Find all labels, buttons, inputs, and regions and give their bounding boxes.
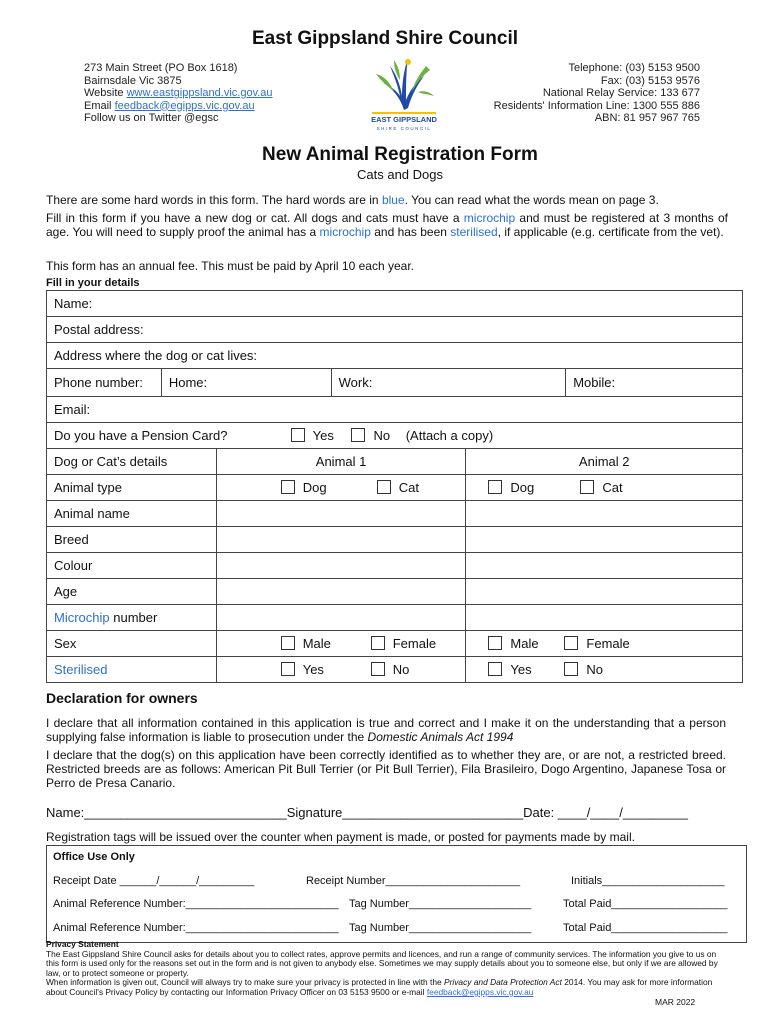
relay-service: National Relay Service: 133 677: [542, 87, 700, 99]
sex-label: Sex: [47, 631, 217, 657]
tag-number-2[interactable]: Tag Number____________________: [349, 922, 532, 934]
animal-1-age-field[interactable]: [216, 579, 466, 605]
pension-yes-option[interactable]: Yes: [291, 428, 334, 443]
animal-1-microchip-field[interactable]: [216, 605, 466, 631]
privacy-paragraph-2: When information is given out, Council will always try to make sure your privacy is protected in line with the Privacy and Data Protection Act 2014. You may ask for more information about Council's Privacy Policy by contacting our Information Privacy Officer on 03 5153 9500 or e-mail feedback@egipps.vic.gov.au: [46, 977, 713, 997]
animal-1-cat-option[interactable]: Cat: [377, 480, 419, 495]
residents-line: Residents' Information Line: 1300 555 886: [493, 99, 700, 112]
animal-1-type: [216, 475, 466, 501]
animal-2-sterilised: [466, 657, 743, 683]
checkbox[interactable]: [488, 636, 502, 650]
animal-1-breed-field[interactable]: [216, 527, 466, 553]
checkbox[interactable]: [281, 480, 295, 494]
pension-card-row: Do you have a Pension Card? Yes No (Attach a copy): [47, 423, 743, 449]
details-label: Dog or Cat’s details: [47, 449, 217, 475]
sterilised-label: Sterilised: [47, 657, 217, 683]
postal-address-field[interactable]: Postal address:: [47, 317, 743, 343]
address-line: 273 Main Street (PO Box 1618): [84, 62, 238, 74]
animal-2-header: Animal 2: [466, 449, 743, 475]
home-phone-field[interactable]: Home:: [161, 369, 331, 397]
animal-1-sex: [216, 631, 466, 657]
attach-copy-note: (Attach a copy): [405, 428, 494, 443]
email-field[interactable]: Email:: [47, 397, 743, 423]
council-name: East Gippsland Shire Council: [251, 28, 519, 49]
animal-1-female-option[interactable]: Female: [371, 636, 436, 651]
registration-tags-note: Registration tags will be issued over the counter when payment is made, or posted for payments made by mail.: [46, 830, 635, 844]
animal-2-sterilised-no[interactable]: No: [564, 662, 603, 677]
initials-field[interactable]: Initials____________________: [571, 875, 725, 887]
signature-line[interactable]: Name:____________________________Signature_________________________Date: ____/____/_________: [46, 805, 688, 820]
office-use-heading: Office Use Only: [53, 851, 135, 863]
form-title: New Animal Registration Form: [262, 144, 538, 165]
breed-label: Breed: [47, 527, 217, 553]
receipt-number-field[interactable]: Receipt Number______________________: [306, 875, 521, 887]
total-paid-2[interactable]: Total Paid___________________: [563, 922, 728, 934]
intro-paragraph-3: This form has an annual fee. This must be paid by April 10 each year.: [46, 259, 414, 273]
animal-1-sterilised: [216, 657, 466, 683]
animal-2-age-field[interactable]: [466, 579, 743, 605]
checkbox[interactable]: [580, 480, 594, 494]
declaration-paragraph-2: I declare that the dog(s) on this application have been correctly identified as to whether they are, or are not, a restricted breed. Restricted breeds are as follows: American Pit Bull Terrier (or Pit Bull Terrier), Fila Brasileiro, Dogo Argentino, Japanese Tosa or Perro de Presa Canario.: [46, 748, 726, 790]
logo-text: EAST GIPPSLAND: [371, 115, 437, 124]
animal-1-dog-option[interactable]: Dog: [281, 480, 377, 495]
details-table: [46, 290, 743, 683]
checkbox[interactable]: [488, 480, 502, 494]
phone-label: Phone number:: [47, 369, 162, 397]
total-paid-1[interactable]: Total Paid___________________: [563, 898, 728, 910]
website-label: Website: [84, 87, 124, 99]
contact-block: [494, 62, 700, 125]
checkbox[interactable]: [488, 662, 502, 676]
abn: ABN: 81 957 967 765: [594, 112, 700, 124]
animal-2-dog-option[interactable]: Dog: [488, 480, 580, 495]
checkbox[interactable]: [281, 636, 295, 650]
animal-2-name-field[interactable]: [466, 501, 743, 527]
office-use-box: [46, 845, 747, 943]
mobile-phone-field[interactable]: Mobile:: [566, 369, 743, 397]
animal-2-type: [466, 475, 743, 501]
email-link[interactable]: feedback@egipps.vic.gov.au: [114, 99, 255, 112]
animal-type-label: Animal type: [47, 475, 217, 501]
animal-1-header: Animal 1: [216, 449, 466, 475]
email-label: Email: [84, 99, 112, 112]
checkbox[interactable]: [281, 662, 295, 676]
address-line: Bairnsdale Vic 3875: [84, 74, 182, 87]
animal-2-sterilised-yes[interactable]: Yes: [488, 662, 564, 677]
fax: Fax: (03) 5153 9576: [600, 74, 700, 87]
checkbox[interactable]: [291, 428, 305, 442]
tag-number-1[interactable]: Tag Number____________________: [349, 898, 532, 910]
animal-1-name-field[interactable]: [216, 501, 466, 527]
email-line: [84, 100, 273, 113]
animal-1-sterilised-yes[interactable]: Yes: [281, 662, 371, 677]
form-subtitle: Cats and Dogs: [357, 167, 443, 182]
animal-reference-number-2[interactable]: Animal Reference Number:_________________________: [53, 922, 339, 934]
name-field[interactable]: Name:: [47, 291, 743, 317]
intro-paragraph-2: Fill in this form if you have a new dog or cat. All dogs and cats must have a microchip and must be registered at 3 months of age. You will need to supply proof the animal has a microchip and has been sterilised, if applicable (e.g. certificate from the vet).: [46, 211, 729, 239]
declaration-heading: Declaration for owners: [46, 690, 198, 706]
declaration-paragraph-1: I declare that all information contained in this application is true and correct and I make it on the understanding that a person supplying false information is liable to prosecution under the Domestic Animals Act 1994: [46, 716, 726, 744]
checkbox[interactable]: [377, 480, 391, 494]
work-phone-field[interactable]: Work:: [331, 369, 566, 397]
privacy-email-link[interactable]: feedback@egipps.vic.gov.au: [426, 986, 534, 997]
logo-subtext: SHIRE COUNCIL: [376, 126, 432, 131]
colour-label: Colour: [47, 553, 217, 579]
animal-1-male-option[interactable]: Male: [281, 636, 371, 651]
website-link[interactable]: www.eastgippsland.vic.gov.au: [126, 87, 273, 99]
council-address-block: [84, 62, 273, 125]
telephone: Telephone: (03) 5153 9500: [568, 62, 700, 74]
form-date-code: MAR 2022: [655, 997, 696, 1007]
pension-no-option[interactable]: No: [351, 428, 390, 443]
website-line: [84, 87, 273, 100]
checkbox[interactable]: [564, 662, 578, 676]
animal-2-female-option[interactable]: Female: [564, 636, 629, 651]
animal-1-colour-field[interactable]: [216, 553, 466, 579]
animal-1-sterilised-no[interactable]: No: [371, 662, 410, 677]
fill-details-heading: Fill in your details: [46, 277, 140, 289]
animal-2-colour-field[interactable]: [466, 553, 743, 579]
checkbox[interactable]: [371, 636, 385, 650]
animal-2-cat-option[interactable]: Cat: [580, 480, 622, 495]
animal-2-male-option[interactable]: Male: [488, 636, 564, 651]
age-label: Age: [47, 579, 217, 605]
council-logo: [364, 52, 444, 134]
checkbox[interactable]: [351, 428, 365, 442]
checkbox[interactable]: [371, 662, 385, 676]
twitter-line: Follow us on Twitter @egsc: [84, 112, 219, 124]
receipt-date-field[interactable]: Receipt Date ______/______/_________: [53, 875, 255, 887]
animal-2-microchip-field[interactable]: [466, 605, 743, 631]
privacy-paragraph-1: The East Gippsland Shire Council asks for details about you to collect rates, approve permits and licences, and run a range of community services. The information you give to us on this form is used only for the reasons set out in the form and is not given to anybody else. Sometimes we may supply details about you to someone else, but only if we are allowed by law, or to protect someone or property.: [46, 948, 718, 978]
privacy-statement: [46, 940, 726, 998]
checkbox[interactable]: [564, 636, 578, 650]
intro-paragraph-1: There are some hard words in this form. The hard words are in blue. You can read what the words mean on page 3.: [46, 193, 659, 207]
animal-address-field[interactable]: Address where the dog or cat lives:: [47, 343, 743, 369]
animal-reference-number-1[interactable]: Animal Reference Number:_________________________: [53, 898, 339, 910]
microchip-label: Microchip number: [47, 605, 217, 631]
animal-2-sex: [466, 631, 743, 657]
animal-2-breed-field[interactable]: [466, 527, 743, 553]
privacy-heading: Privacy Statement: [46, 939, 119, 949]
animal-name-label: Animal name: [47, 501, 217, 527]
